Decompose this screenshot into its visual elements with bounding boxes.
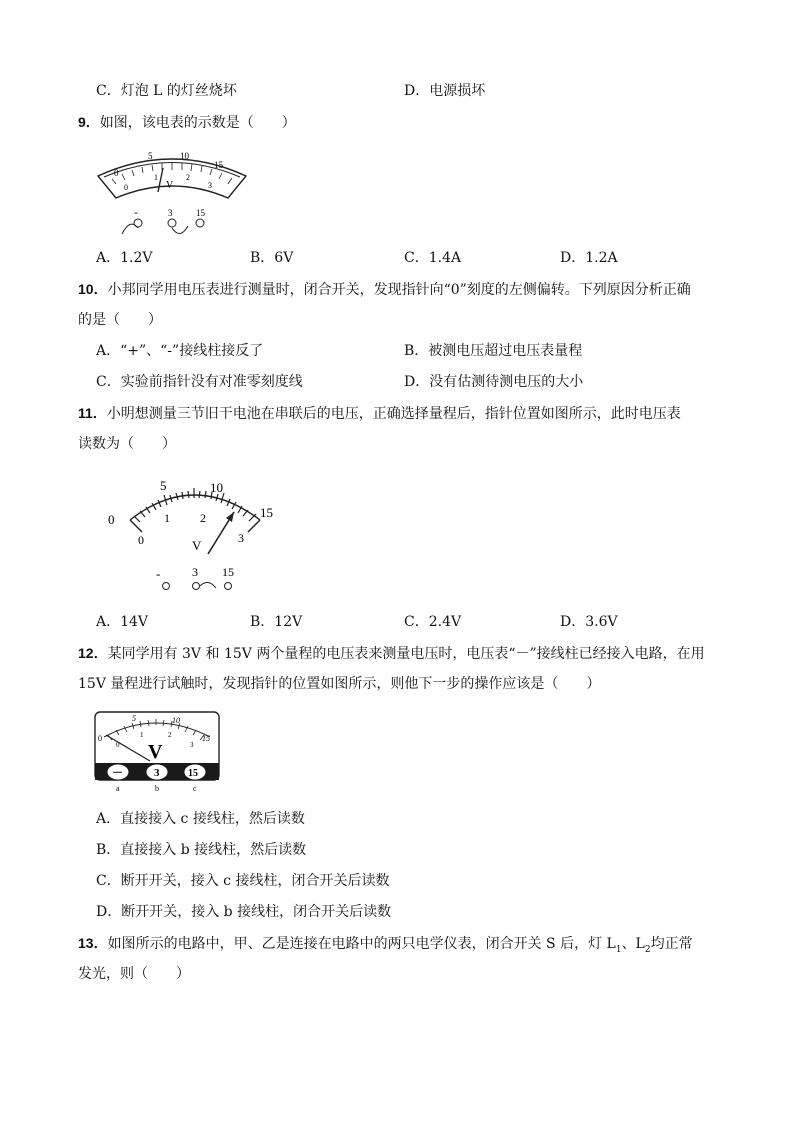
q9-terminal-3 (168, 219, 176, 227)
q12-top-0: 0 (98, 734, 102, 743)
q10-option-c: C．实验前指针没有对准零刻度线 (96, 374, 303, 390)
q11-terminal-3 (193, 583, 200, 590)
q10-option-a: A．“+”、“-”接线柱接反了 (96, 343, 264, 359)
q11-option-d: D．3.6V (560, 614, 618, 630)
q10-option-d: D．没有估测待测电压的大小 (404, 374, 584, 390)
q11-stem-line1 (78, 403, 681, 424)
q12-stem-line2: 15V 量程进行试触时，发现指针的位置如图所示，则他下一步的操作应该是（ ） (78, 676, 601, 692)
q11-top-5: 5 (160, 478, 167, 493)
q11-wire (200, 582, 216, 588)
q9-bottom-3: 3 (208, 181, 212, 190)
q9-bottom-0: 0 (124, 183, 128, 192)
q9-option-b: B．6V (250, 250, 294, 266)
q10-text-1: 小邦同学用电压表进行测量时，闭合开关，发现指针向“0”刻度的左侧偏转。下列原因分析正确 (107, 282, 691, 298)
q11-bottom-1: 1 (164, 511, 170, 525)
q11-bottom-3: 3 (238, 531, 244, 545)
q13-text-1: 如图所示的电路中，甲、乙是连接在电路中的两只电学仪表，闭合开关 S 后，灯 L (107, 936, 616, 952)
q9-terminal-15-label: 15 (196, 208, 205, 218)
q12-number: 12． (78, 645, 108, 661)
q9-number: 9． (78, 114, 100, 130)
q12-stem-line1 (78, 643, 705, 664)
q12-bottom-1: 1 (140, 731, 144, 739)
q11-number: 11． (78, 405, 107, 421)
q10-option-b: B．被测电压超过电压表量程 (404, 343, 583, 359)
q13-text-end: 均正常 (650, 936, 693, 952)
q11-terminal-minus-label: - (156, 566, 161, 581)
q9-top-15: 15 (214, 160, 223, 170)
q9-wire-left (122, 224, 138, 234)
q10-number: 10． (78, 281, 108, 297)
q11-bottom-0: 0 (138, 533, 144, 547)
q9-top-0: 0 (114, 168, 119, 178)
q8-option-d: D．电源损坏 (404, 83, 486, 99)
q12-option-b: B．直接接入 b 接线柱，然后读数 (96, 842, 307, 858)
q11-terminal-15 (225, 583, 232, 590)
q13-stem-line2: 发光，则（ ） (78, 966, 190, 982)
q9-text: 如图，该电表的示数是（ ） (99, 115, 296, 131)
q9-unit-v: V (166, 180, 174, 191)
q13-number: 13． (78, 935, 108, 951)
q13-sub-2: 2 (644, 944, 651, 955)
q11-voltmeter-figure (104, 474, 284, 598)
q9-bottom-2: 2 (186, 173, 190, 182)
q13-stem-line1 (78, 933, 693, 960)
q11-stem-line2: 读数为（ ） (78, 436, 176, 452)
q12-letter-a: a (116, 784, 120, 793)
q11-option-c: C．2.4V (404, 614, 462, 630)
q11-needle-tip (226, 512, 234, 522)
q11-terminal-3-label: 3 (192, 565, 198, 579)
q9-option-a: A．1.2V (96, 250, 153, 266)
q8-option-c: C．灯泡 L 的灯丝烧坏 (96, 83, 237, 99)
q11-top-15: 15 (260, 505, 273, 520)
q11-terminal-15-label: 15 (222, 565, 234, 579)
q9-top-5: 5 (148, 151, 153, 161)
q9-option-d: D．1.2A (560, 250, 618, 266)
q12-top-15: 15 (202, 734, 210, 743)
q12-bottom-2: 2 (168, 731, 172, 739)
q12-terminal-15-label: 15 (188, 768, 198, 779)
q12-unit-v: V (148, 741, 163, 763)
q11-option-b: B．12V (250, 614, 303, 630)
q12-voltmeter-figure (94, 711, 220, 793)
q11-top-10: 10 (210, 480, 223, 495)
q12-terminal-3-label: 3 (154, 767, 160, 779)
q9-bottom-1: 1 (154, 173, 158, 182)
q9-option-c: C．1.4A (404, 250, 462, 266)
q12-terminal-minus-label: － (112, 767, 123, 779)
q11-text-1: 小明想测量三节旧干电池在串联后的电压，正确选择量程后，指针位置如图所示，此时电压表 (106, 406, 681, 422)
q10-stem-line1 (78, 279, 691, 300)
q9-terminal-minus-label: - (134, 205, 138, 219)
q11-option-a: A．14V (96, 614, 149, 630)
q9-terminal-15 (196, 219, 204, 227)
q12-letter-b: b (155, 784, 159, 793)
q13-sub-1: 1 (615, 944, 622, 955)
q13-sep: 、L (621, 936, 645, 952)
q12-bottom-3: 3 (190, 741, 194, 749)
q12-option-a: A．直接接入 c 接线柱，然后读数 (96, 811, 305, 827)
q9-stem (78, 112, 296, 133)
q9-needle (158, 168, 163, 192)
q11-terminal-minus (163, 583, 170, 590)
q12-option-d: D．断开开关，接入 b 接线柱，闭合开关后读数 (96, 904, 392, 920)
q12-bottom-0: 0 (116, 741, 120, 749)
q12-top-10: 10 (172, 716, 180, 725)
q10-stem-line2: 的是（ ） (78, 312, 162, 328)
q12-text-1: 某同学用有 3V 和 15V 两个量程的电压表来测量电压时，电压表“－”接线柱已经接入电路，在用 (107, 646, 705, 662)
q9-voltmeter-figure (92, 146, 252, 236)
q12-letter-c: c (193, 784, 197, 793)
q9-wire-right (172, 226, 188, 234)
q11-top-0: 0 (108, 512, 115, 527)
q12-option-c: C．断开开关，接入 c 接线柱，闭合开关后读数 (96, 873, 390, 889)
q9-terminal-3-label: 3 (168, 208, 173, 218)
q9-top-10: 10 (180, 151, 189, 161)
q11-bottom-2: 2 (200, 511, 206, 525)
q11-unit-v: V (192, 538, 202, 553)
q12-top-5: 5 (132, 714, 136, 723)
